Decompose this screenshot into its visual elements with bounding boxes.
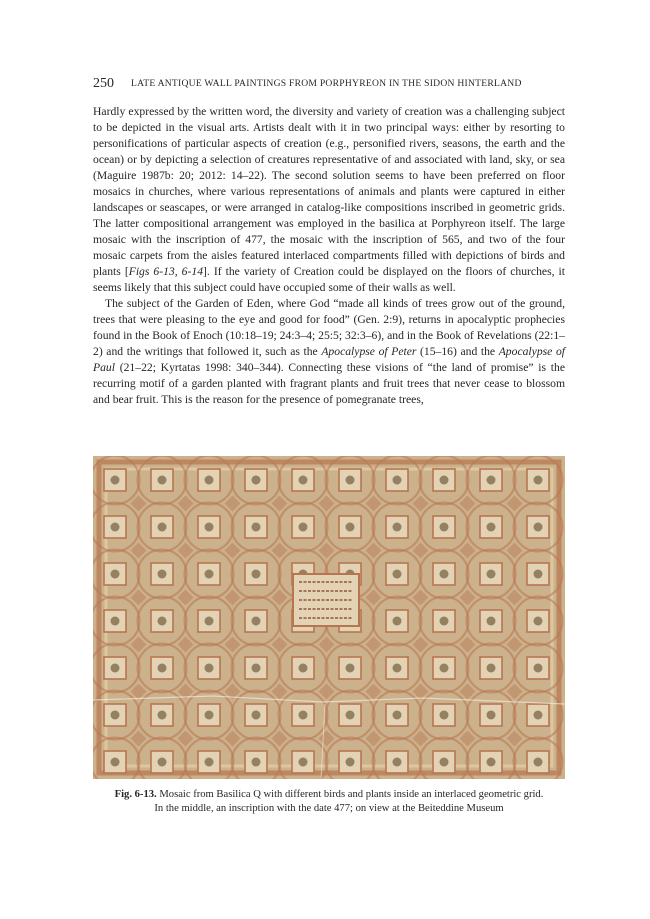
page-number: 250 xyxy=(93,76,114,91)
caption-line-2: In the middle, an inscription with the date 477; on view at the Beiteddine Museum xyxy=(154,803,504,814)
caption-label: Fig. 6-13. xyxy=(114,789,157,800)
figure-reference-link[interactable]: Figs 6-13, 6-14 xyxy=(128,265,204,278)
mosaic-wash xyxy=(93,456,565,779)
work-title-apocalypse-of-paul: Apocalypse of Paul xyxy=(93,345,565,374)
mosaic-photograph xyxy=(93,456,565,779)
work-title-apocalypse-of-peter: Apocalypse of Peter xyxy=(321,345,417,358)
running-header xyxy=(93,76,563,96)
caption-line-1: Fig. 6-13. Mosaic from Basilica Q with different birds and plants inside an interlaced geometric grid. xyxy=(114,789,544,800)
running-title: LATE ANTIQUE WALL PAINTINGS FROM PORPHYREON IN THE SIDON HINTERLAND xyxy=(131,78,522,89)
body-text xyxy=(93,104,565,408)
paragraph-2: The subject of the Garden of Eden, where God “made all kinds of trees grow out of the ground, trees that were pleasing to the eye and good for food” (Gen. 2:9), returns in apocalyptic prophecies found in the Book of Enoch (10:18–19; 24:3–4; 25:5; 32:3–6), and in the Book of Revelations (22:1–2) and the writings that followed it, such as the Apocalypse of Peter (15–16) and the Apocalypse of Paul (21–22; Kyrtatas 1998: 340–344). Connecting these visions of “the land of promise” is the recurring motif of a garden planted with fragrant plants and fruit trees that never cease to blossom and bear fruit. This is the reason for the presence of pomegranate trees, xyxy=(93,297,565,406)
figure-caption xyxy=(93,788,565,816)
mosaic-image xyxy=(93,456,565,779)
paragraph-1: Hardly expressed by the written word, the diversity and variety of creation was a challenging subject to be depicted in the visual arts. Artists dealt with it in two principal ways: either by resorting to personifications of particular aspects of creation (e.g., personified rivers, seasons, the earth and the ocean) or by depicting a selection of creatures representative of and associated with land, sky, or sea (Maguire 1987b: 20; 2012: 14–22). The second solution seems to have been preferred on floor mosaics in churches, where various representations of animals and plants were captured in either landscapes or seascapes, or were arranged in catalog-like compositions inscribed in geometric grids. The latter compositional arrangement was employed in the basilica at Porphyreon itself. The large mosaic with the inscription of 477, the mosaic with the inscription of 565, and two of the four mosaic carpets from the aisles featured interlaced compartments filled with depictions of birds and plants [Figs 6-13, 6-14]. If the variety of Creation could be displayed on the floors of churches, it seems likely that this subject could have occupied some of their walls as well. xyxy=(93,105,565,294)
